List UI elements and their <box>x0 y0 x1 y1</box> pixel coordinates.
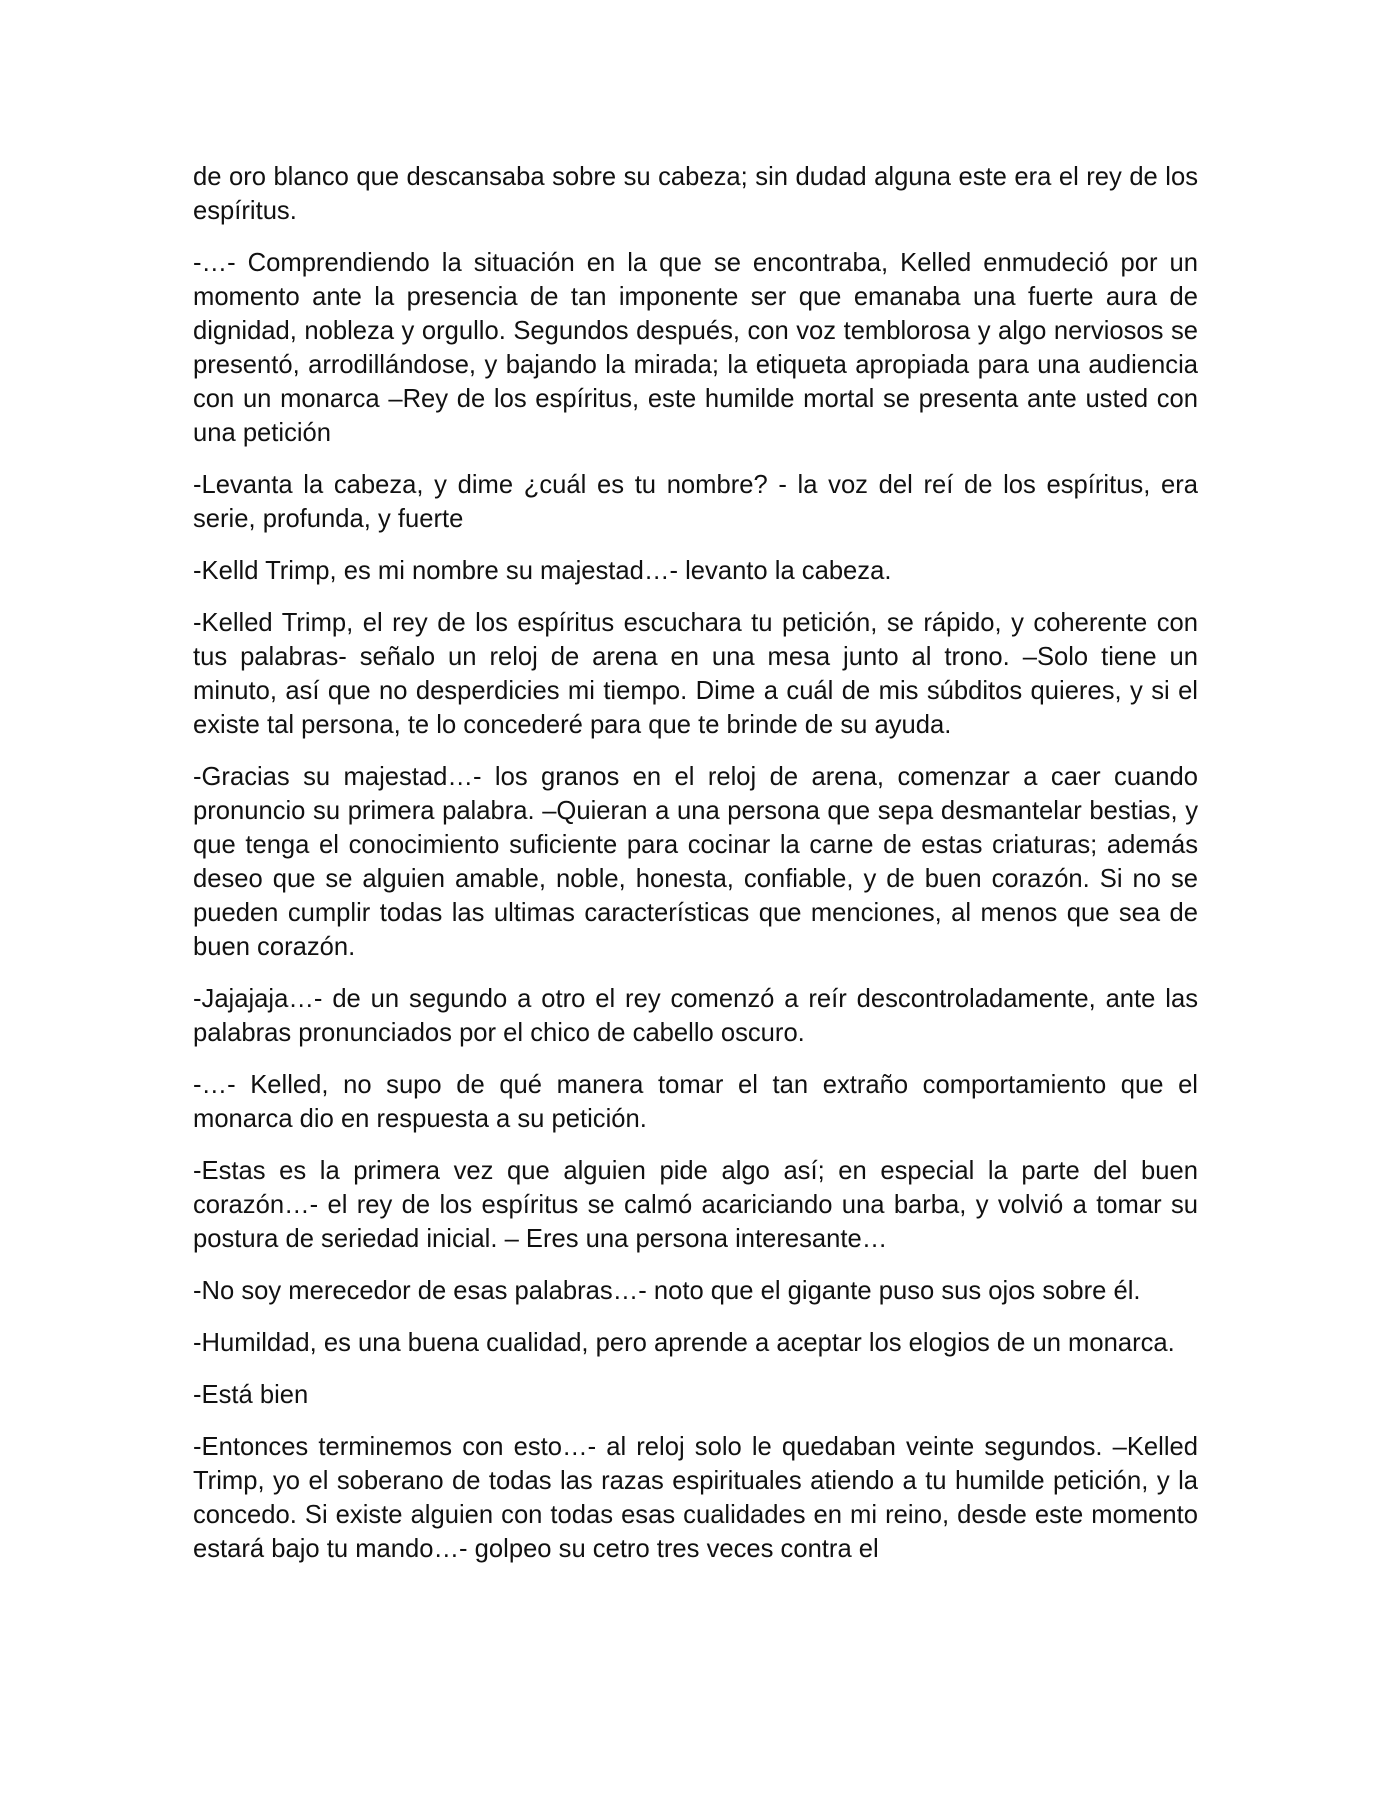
paragraph-7: -Jajajaja…- de un segundo a otro el rey comenzó a reír descontroladamente, ante las palabras pronunciados por el chico de cabello oscuro. <box>193 985 1198 1047</box>
paragraph-11: -Humildad, es una buena cualidad, pero aprende a aceptar los elogios de un monarca. <box>193 1329 1175 1357</box>
paragraph-3: -Levanta la cabeza, y dime ¿cuál es tu nombre? - la voz del reí de los espíritus, era serie, profunda, y fuerte <box>193 471 1198 533</box>
paragraph-1: de oro blanco que descansaba sobre su cabeza; sin dudad alguna este era el rey de los espíritus. <box>193 163 1198 225</box>
paragraph-4: -Kelld Trimp, es mi nombre su majestad…- levanto la cabeza. <box>193 557 892 585</box>
paragraph-9: -Estas es la primera vez que alguien pide algo así; en especial la parte del buen corazón…- el rey de los espíritus se calmó acariciando una barba, y volvió a tomar su postura de seriedad inicial. – Eres una persona interesante… <box>193 1157 1198 1253</box>
paragraph-6: -Gracias su majestad…- los granos en el reloj de arena, comenzar a caer cuando pronuncio su primera palabra. –Quieran a una persona que sepa desmantelar bestias, y que tenga el conocimiento suficiente para cocinar la carne de estas criaturas; además deseo que se alguien amable, noble, honesta, confiable, y de buen corazón. Si no se pueden cumplir todas las ultimas características que menciones, al menos que sea de buen corazón. <box>193 763 1198 961</box>
paragraph-12: -Está bien <box>193 1381 309 1409</box>
paragraph-2: -…- Comprendiendo la situación en la que se encontraba, Kelled enmudeció por un momento ante la presencia de tan imponente ser que emanaba una fuerte aura de dignidad, nobleza y orgullo. Segundos después, con voz temblorosa y algo nerviosos se presentó, arrodillándose, y bajando la mirada; la etiqueta apropiada para una audiencia con un monarca –Rey de los espíritus, este humilde mortal se presenta ante usted con una petición <box>193 249 1198 447</box>
paragraph-5: -Kelled Trimp, el rey de los espíritus escuchara tu petición, se rápido, y coherente con tus palabras- señalo un reloj de arena en una mesa junto al trono. –Solo tiene un minuto, así que no desperdicies mi tiempo. Dime a cuál de mis súbditos quieres, y si el existe tal persona, te lo concederé para que te brinde de su ayuda. <box>193 609 1198 739</box>
paragraph-8: -…- Kelled, no supo de qué manera tomar el tan extraño comportamiento que el monarca dio en respuesta a su petición. <box>193 1071 1198 1133</box>
paragraph-13: -Entonces terminemos con esto…- al reloj solo le quedaban veinte segundos. –Kelled Trimp, yo el soberano de todas las razas espirituales atiendo a tu humilde petición, y la concedo. Si existe alguien con todas esas cualidades en mi reino, desde este momento estará bajo tu mando…- golpeo su cetro tres veces contra el <box>193 1433 1198 1563</box>
paragraph-10: -No soy merecedor de esas palabras…- noto que el gigante puso sus ojos sobre él. <box>193 1277 1141 1305</box>
document-page <box>193 160 1198 1584</box>
